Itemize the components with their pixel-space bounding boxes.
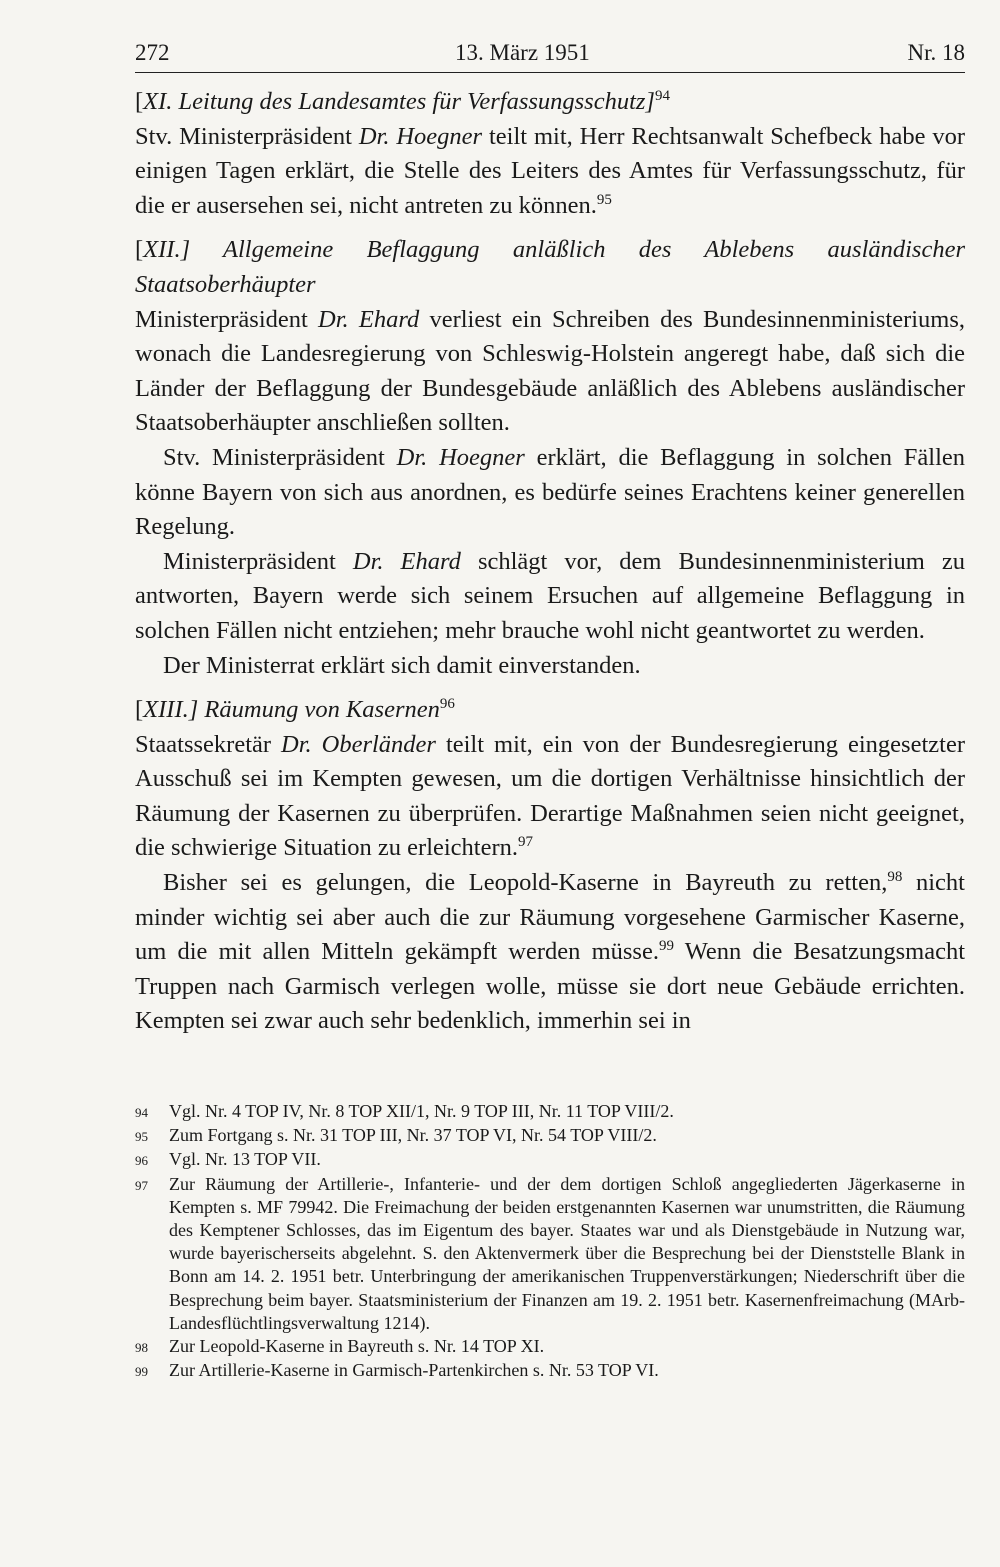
person-name: Dr. Hoegner [358,122,483,150]
footnote: 96 Vgl. Nr. 13 TOP VII. [135,1149,321,1170]
running-header [135,40,965,73]
section-title-xii: [XII.] Allgemeine Beflaggung anläßlich des Ablebens ausländischer Staatsoberhäupter [135,236,965,298]
footnote: 94 Vgl. Nr. 4 TOP IV, Nr. 8 TOP XII/1, Nr. 9 TOP III, Nr. 11 TOP VIII/2. [135,1101,674,1121]
paragraph: Ministerpräsident Dr. Ehard verliest ein Schreiben des Bundesinnenministeriums, wonach die Landesregierung von Schleswig-Holstein angeregt habe, daß sich die Länder der Beflaggung der Bundesgebäude anläßlich des Ablebens ausländischer Staatsoberhäupter anschließen sollten. [135,305,965,437]
footnote-ref: 94 [654,88,670,104]
footnote-ref: 95 [596,191,612,208]
footnotes [135,1100,965,1383]
page-number: 272 [135,40,170,65]
paragraph: Staatssekretär Dr. Oberländer teilt mit, ein von der Bundesregierung eingesetzter Ausschuß sei im Kempten gewesen, um die dortigen Verhältnisse hinsichtlich der Räumung der Kasernen zu überprüfen. Derartige Maßnahmen seien nicht geeignet, die schwierige Situation zu erleichtern.$^{97}$ [135,730,965,862]
person-name: Dr. Ehard [352,547,461,575]
footnote: 95 Zum Fortgang s. Nr. 31 TOP III, Nr. 37 TOP VI, Nr. 54 TOP VIII/2. [135,1125,657,1146]
document-number: Nr. 18 [907,40,965,65]
paragraph: Bisher sei es gelungen, die Leopold-Kaserne in Bayreuth zu retten,$^{98}$ nicht minder wichtig sei aber auch die zur Räumung vorgesehene Garmischer Kaserne, um die mit allen Mitteln gekämpft werden müsse.$^{99}$ Wenn die Besatzungsmacht Truppen nach Garmisch verlegen wolle, müsse sie dort neue Gebäude errichten. Kempten sei zwar auch sehr bedenklich, immerhin sei in [135,869,966,1035]
person-name: Dr. Hoegner [396,443,525,471]
paragraph: Stv. Ministerpräsident Dr. Hoegner erklärt, die Beflaggung in solchen Fällen könne Bayern von sich aus anordnen, es bedürfe seines Erachtens keiner generellen Regelung. [135,443,965,541]
footnote-ref: 98 [887,869,903,886]
header-date: 13. März 1951 [455,40,590,65]
person-name: Dr. Ehard [318,305,420,333]
footnote-ref: 99 [658,938,674,955]
footnote: 97 Zur Räumung der Artillerie-, Infanterie- und der dem dortigen Schloß angegliederten Jägerkaserne in Kempten s. MF 79942. Die Freimachung der beiden erstgenannten Kasernen war unumstritten, die Räumung des Kemptener Schlosses, das im Eigentum des bayer. Staates war und als Dienstgebäude in Nutzung war, wurde bayerischerseits abgelehnt. S. den Aktenvermerk über die Besprechung bei der Dienststelle Blank in Bonn am 14. 2. 1951 betr. Unterbringung der amerikanischen Truppenverstärkungen; Niederschrift über die Besprechung beim bayer. Staatsministerium der Finanzen am 19. 2. 1951 betr. Kasernenfreimachung (MArb-Landesflüchtlingsverwaltung 1214). [135,1173,965,1333]
footnote: 99 Zur Artillerie-Kaserne in Garmisch-Partenkirchen s. Nr. 53 TOP VI. [135,1360,659,1381]
page [135,40,965,1039]
person-name: Dr. Oberländer [281,730,436,758]
main-text [135,85,965,1039]
footnote-ref: 97 [518,834,534,851]
footnote: 98 Zur Leopold-Kaserne in Bayreuth s. Nr. 14 TOP XI. [135,1336,545,1357]
paragraph: Der Ministerrat erklärt sich damit einverstanden. [163,651,641,679]
section-title-xiii: [XIII.] Räumung von Kasernen$^{96}$ [135,696,455,724]
paragraph: Stv. Ministerpräsident Dr. Hoegner teilt mit, Herr Rechtsanwalt Schefbeck habe vor einigen Tagen erklärt, die Stelle des Leiters des Amtes für Verfassungsschutz, für die er ausersehen sei, nicht antreten zu können.$^{95}$ [135,122,965,219]
footnote-ref: 96 [439,696,455,713]
section-title-xi: [XI. Leitung des Landesamtes für Verfassungsschutz]$^{94}$ [135,88,670,115]
paragraph: Ministerpräsident Dr. Ehard schlägt vor, dem Bundesinnenministerium zu antworten, Bayern werde sich seinem Ersuchen auf allgemeine Beflaggung in solchen Fällen nicht entziehen; mehr brauche wohl nicht geantwortet zu werden. [135,547,965,644]
